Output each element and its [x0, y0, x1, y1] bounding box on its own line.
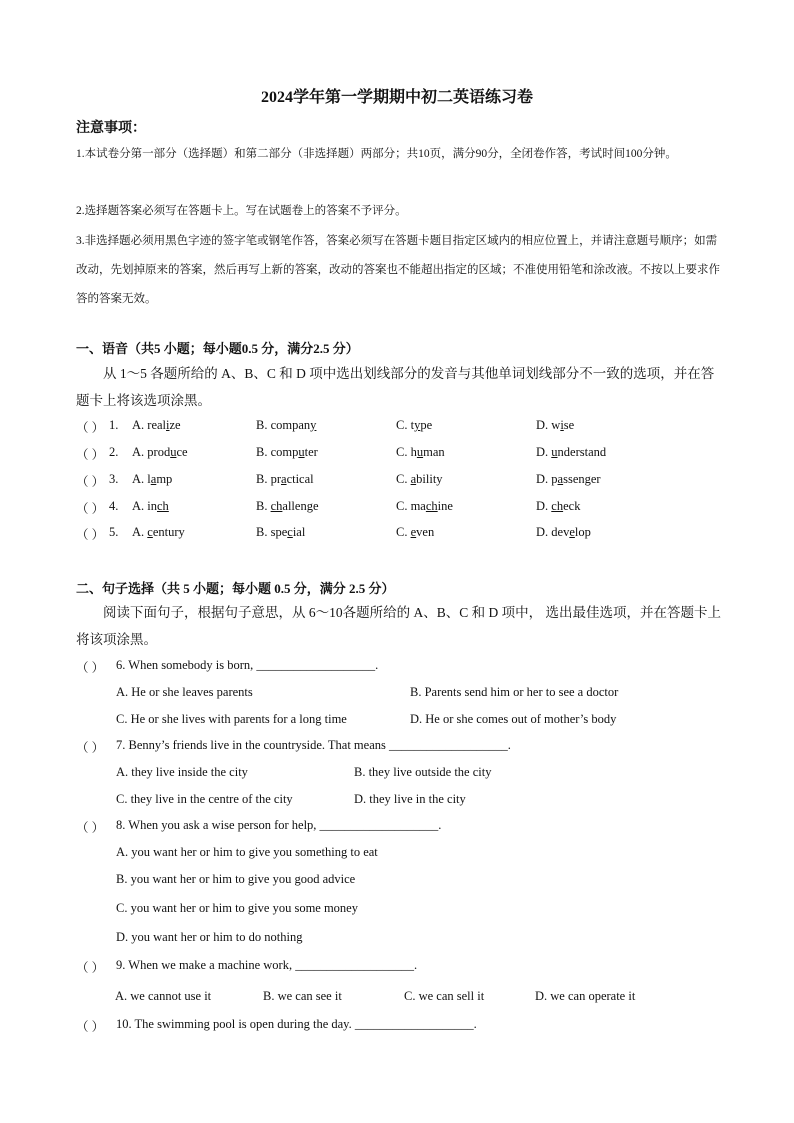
- phonetic-option[interactable]: [256, 472, 314, 487]
- sentence-question-row: [76, 658, 726, 680]
- question-number: 1.: [109, 418, 119, 432]
- notice-item-2: 2.选择题答案必须写在答题卡上。写在试题卷上的答案不予评分。: [76, 205, 407, 217]
- option-text: C. t: [396, 418, 415, 432]
- underlined-letters: i: [166, 418, 170, 432]
- answer-option[interactable]: D. you want her or him to do nothing: [116, 930, 303, 944]
- answer-option[interactable]: C. they live in the centre of the city: [116, 792, 293, 806]
- answer-option[interactable]: B. you want her or him to give you good advice: [116, 872, 356, 886]
- answer-option[interactable]: C. He or she lives with parents for a long time: [116, 712, 347, 726]
- option-text: C.: [396, 525, 411, 539]
- answer-parentheses[interactable]: （ ）: [76, 421, 105, 435]
- option-text: D.: [536, 499, 552, 513]
- option-text: lop: [574, 525, 591, 539]
- underlined-letters: u: [416, 445, 424, 459]
- option-text: B. pr: [256, 472, 281, 486]
- option-text: D. dev: [536, 525, 570, 539]
- underlined-letters: e: [410, 525, 417, 539]
- phonetic-option[interactable]: [256, 525, 305, 540]
- phonetic-option[interactable]: [396, 525, 434, 540]
- option-text: A. in: [132, 499, 157, 513]
- option-text: eck: [563, 499, 581, 513]
- notice-item-3: 3.非选择题必须用黑色字迹的签字笔或钢笔作答，答案必须写在答题卡题目指定区域内的相应位置上，并请注意题号顺序；如需改动，先划掉原来的答案，然后再写上新的答案，改动的答案也不能超出指定的区域；不准使用铅笔和涂改液。不按以上要求作答的答案无效。: [76, 235, 720, 305]
- notice-heading: 注意事项：: [76, 121, 146, 136]
- answer-parentheses[interactable]: （ ）: [76, 661, 105, 675]
- underlined-letters: y: [414, 418, 421, 432]
- question-stem: 7. Benny’s friends live in the countryside. That means ___________________.: [116, 738, 511, 752]
- phonetic-option[interactable]: [396, 499, 453, 514]
- sentence-question-row: [76, 818, 726, 840]
- option-text: A. l: [132, 472, 151, 486]
- underlined-letters: c: [287, 525, 293, 539]
- option-text: B. spe: [256, 525, 288, 539]
- answer-parentheses[interactable]: （ ）: [76, 741, 105, 755]
- answer-parentheses[interactable]: （ ）: [76, 448, 105, 462]
- option-text: C. h: [396, 445, 417, 459]
- answer-option[interactable]: D. we can operate it: [535, 989, 636, 1003]
- underlined-letters: ch: [425, 499, 438, 513]
- answer-option[interactable]: A. we cannot use it: [115, 989, 212, 1003]
- option-text: B. compan: [256, 418, 311, 432]
- answer-parentheses[interactable]: （ ）: [76, 528, 105, 542]
- sentence-question-row: [76, 958, 726, 980]
- phonetic-option[interactable]: [256, 418, 316, 433]
- underlined-letters: u: [551, 445, 558, 459]
- option-text: pe: [420, 418, 433, 432]
- answer-parentheses[interactable]: （ ）: [76, 502, 105, 516]
- question-stem: 9. When we make a machine work, ___________________.: [116, 958, 418, 972]
- underlined-letters: ch: [551, 499, 564, 513]
- phonetic-option[interactable]: [132, 445, 188, 460]
- phonetics-question-row: [76, 418, 726, 440]
- phonetic-option[interactable]: [536, 445, 606, 460]
- option-text: mp: [156, 472, 173, 486]
- answer-parentheses[interactable]: （ ）: [76, 821, 105, 835]
- option-text: bility: [416, 472, 443, 486]
- question-stem: 6. When somebody is born, ___________________.: [116, 658, 379, 672]
- phonetics-question-row: [76, 472, 726, 494]
- phonetic-option[interactable]: [536, 418, 574, 433]
- question-stem: 8. When you ask a wise person for help, ___________________.: [116, 818, 442, 832]
- option-text: ctical: [286, 472, 314, 486]
- underlined-letters: a: [150, 472, 157, 486]
- underlined-letters: ch: [157, 499, 169, 513]
- phonetic-option[interactable]: [132, 418, 181, 433]
- question-number: 2.: [109, 445, 119, 459]
- sentence-question-row: [76, 1017, 726, 1039]
- option-text: se: [563, 418, 575, 432]
- phonetic-option[interactable]: [132, 472, 172, 487]
- section2-instruction: 阅读下面句子，根据句子意思，从 6～10各题所给的 A、B、C 和 D 项中， 选出最佳选项，并在答题卡上将该项涂黑。: [76, 605, 722, 647]
- phonetic-option[interactable]: [132, 499, 169, 514]
- section1-instruction: 从 1～5 各题所给的 A、B、C 和 D 项中选出划线部分的发音与其他单词划线部分不一致的选项，并在答题卡上将该选项涂黑。: [76, 366, 715, 408]
- answer-option[interactable]: B. Parents send him or her to see a doctor: [410, 685, 619, 699]
- phonetic-option[interactable]: [396, 472, 443, 487]
- sentence-question-row: [76, 738, 726, 760]
- underlined-letters: a: [410, 472, 417, 486]
- option-text: ven: [416, 525, 435, 539]
- underlined-letters: y: [310, 418, 317, 432]
- phonetic-option[interactable]: [536, 525, 591, 540]
- answer-parentheses[interactable]: （ ）: [76, 1020, 105, 1034]
- answer-option[interactable]: A. He or she leaves parents: [116, 685, 253, 699]
- underlined-letters: u: [298, 445, 305, 459]
- option-text: D.: [536, 445, 552, 459]
- option-text: ine: [437, 499, 453, 513]
- phonetic-option[interactable]: [132, 525, 185, 540]
- phonetics-question-row: [76, 525, 726, 547]
- answer-option[interactable]: A. you want her or him to give you something to eat: [116, 845, 378, 859]
- underlined-letters: c: [147, 525, 153, 539]
- option-text: B. comp: [256, 445, 299, 459]
- notice-item-1: 1.本试卷分第一部分（选择题）和第二部分（非选择题）两部分；共10页，满分90分，全闭卷作答，考试时间100分钟。: [76, 148, 677, 160]
- question-number: 4.: [109, 499, 119, 513]
- section1-heading: 一、语音（共5 小题；每小题0.5 分，满分2.5 分）: [76, 341, 359, 356]
- answer-parentheses[interactable]: （ ）: [76, 961, 105, 975]
- phonetic-option[interactable]: [536, 499, 580, 514]
- answer-option[interactable]: A. they live inside the city: [116, 765, 248, 779]
- option-text: A. real: [132, 418, 167, 432]
- question-stem: 10. The swimming pool is open during the day. ___________________.: [116, 1017, 477, 1031]
- option-text: D. w: [536, 418, 561, 432]
- option-text: A. prod: [132, 445, 171, 459]
- answer-option[interactable]: D. they live in the city: [354, 792, 466, 806]
- phonetic-option[interactable]: [256, 445, 318, 460]
- option-text: A.: [132, 525, 148, 539]
- answer-option[interactable]: B. they live outside the city: [354, 765, 492, 779]
- answer-parentheses[interactable]: （ ）: [76, 475, 105, 489]
- option-text: C.: [396, 472, 411, 486]
- option-text: ze: [169, 418, 181, 432]
- option-text: allenge: [282, 499, 319, 513]
- underlined-letters: a: [281, 472, 287, 486]
- underlined-letters: i: [560, 418, 564, 432]
- option-text: nderstand: [557, 445, 607, 459]
- option-text: ssenger: [563, 472, 601, 486]
- underlined-letters: u: [170, 445, 177, 459]
- answer-option[interactable]: D. He or she comes out of mother’s body: [410, 712, 617, 726]
- phonetic-option[interactable]: [536, 472, 601, 487]
- phonetic-option[interactable]: [396, 418, 432, 433]
- option-text: B.: [256, 499, 271, 513]
- page-title: 2024学年第一学期期中初二英语练习卷: [260, 89, 533, 106]
- option-text: man: [423, 445, 445, 459]
- phonetic-option[interactable]: [256, 499, 319, 514]
- answer-option[interactable]: B. we can see it: [263, 989, 342, 1003]
- answer-option[interactable]: C. we can sell it: [404, 989, 485, 1003]
- option-text: entury: [152, 525, 185, 539]
- section2-heading: 二、句子选择（共 5 小题；每小题 0.5 分，满分 2.5 分）: [76, 581, 395, 596]
- question-number: 5.: [109, 525, 119, 539]
- answer-option[interactable]: C. you want her or him to give you some money: [116, 901, 358, 915]
- phonetic-option[interactable]: [396, 445, 445, 460]
- option-text: C. ma: [396, 499, 426, 513]
- option-text: ce: [176, 445, 188, 459]
- phonetics-question-row: [76, 499, 726, 521]
- option-text: ter: [304, 445, 318, 459]
- option-text: ial: [292, 525, 306, 539]
- underlined-letters: ch: [270, 499, 283, 513]
- phonetics-question-row: [76, 445, 726, 467]
- underlined-letters: e: [569, 525, 575, 539]
- option-text: D. p: [536, 472, 558, 486]
- underlined-letters: a: [557, 472, 564, 486]
- question-number: 3.: [109, 472, 119, 486]
